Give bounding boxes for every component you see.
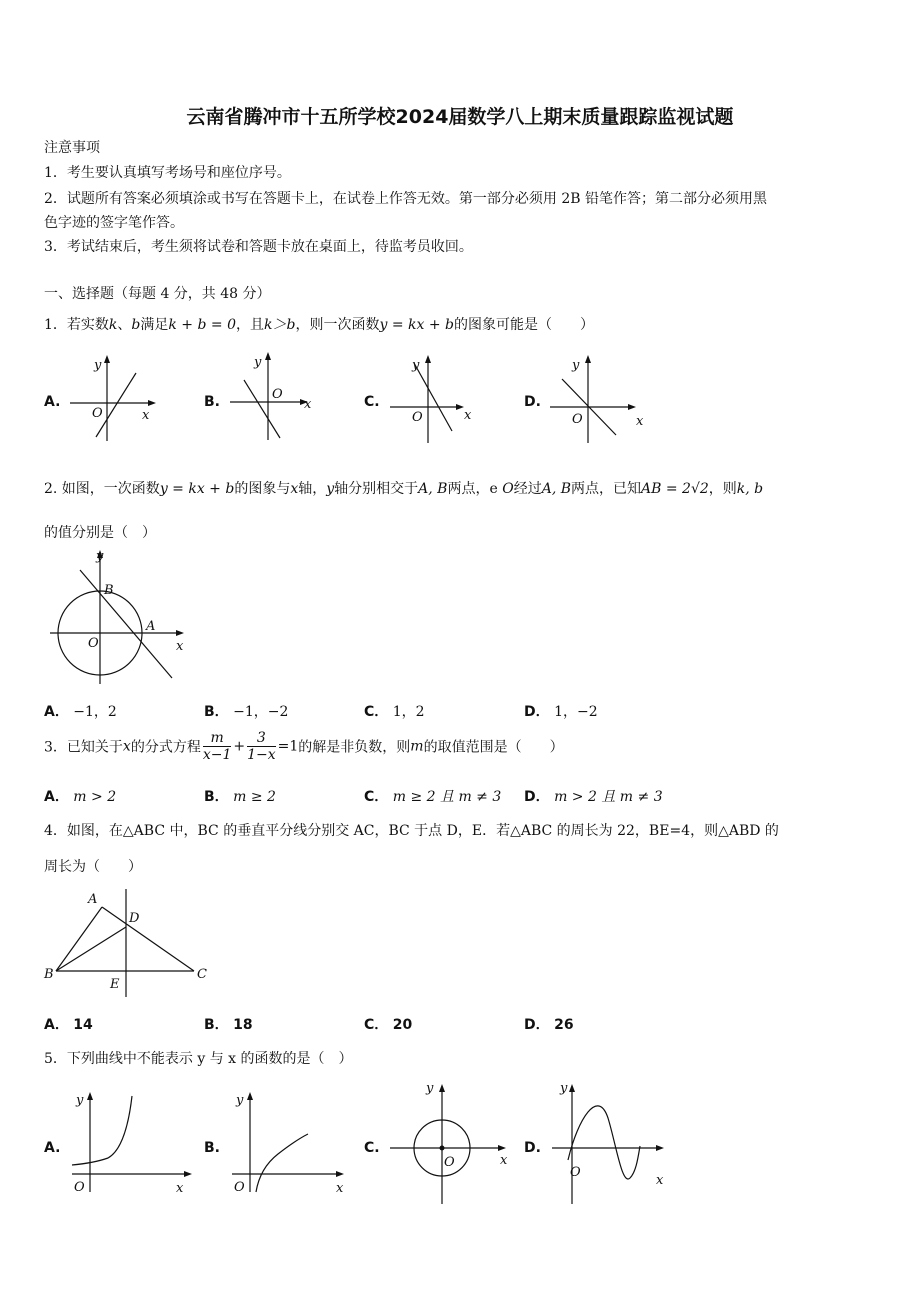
q2-option-a: A． −1，2 — [44, 704, 117, 720]
notice-item: 2．试题所有答案必须填涂或书写在答题卡上，在试卷上作答无效。第一部分必须用 2B 铅笔作答；第二部分必须用黑 — [44, 191, 767, 207]
axis-x-label: x — [304, 397, 312, 412]
question-1-text: 1．若实数k、b满足k + b = 0，且k＞b，则一次函数y = kx + b的图象可能是（ ） — [44, 317, 594, 333]
origin-label: O — [74, 1180, 85, 1195]
q4-option-d: D． 26 — [524, 1017, 574, 1033]
section-heading: 一、选择题（每题 4 分，共 48 分） — [44, 286, 271, 302]
question-2-text-cont: 的值分别是（ ） — [44, 525, 156, 541]
point-a-label: A — [146, 619, 156, 634]
q1-graph-c — [390, 355, 480, 445]
axis-y-label: y — [96, 549, 104, 564]
notice-item: 1．考生要认真填写考场号和座位序号。 — [44, 165, 291, 181]
q5-option-a-label: A. — [44, 1140, 61, 1156]
page-title: 云南省腾冲市十五所学校2024届数学八上期末质量跟踪监视试题 — [186, 106, 734, 128]
question-4-text: 4．如图，在△ABC 中，BC 的垂直平分线分别交 AC，BC 于点 D，E．若△ABC 的周长为 22，BE=4，则△ABD 的 — [44, 823, 779, 839]
q5-option-c-label: C. — [364, 1140, 380, 1156]
origin-label: O — [572, 412, 583, 427]
axis-x-label: x — [336, 1181, 344, 1196]
axis-x-label: x — [176, 1181, 184, 1196]
axis-x-label: x — [464, 408, 472, 423]
q5-graph-a — [68, 1088, 198, 1198]
point-b-label: B — [44, 967, 54, 982]
origin-label: O — [88, 636, 99, 651]
q1-graph-b — [230, 350, 320, 445]
question-4-text-cont: 周长为（ ） — [44, 859, 142, 875]
q4-option-a: A． 14 — [44, 1017, 93, 1033]
q4-option-b: B． 18 — [204, 1017, 253, 1033]
origin-label: O — [272, 387, 283, 402]
q1-option-b-label: B. — [204, 394, 220, 410]
q1-option-c-label: C. — [364, 394, 380, 410]
q1-option-a-label: A. — [44, 394, 61, 410]
q2-option-b: B． −1，−2 — [204, 704, 289, 720]
q2-option-d: D． 1，−2 — [524, 704, 598, 720]
axis-x-label: x — [500, 1153, 508, 1168]
q5-option-b-label: B. — [204, 1140, 220, 1156]
origin-label: O — [234, 1180, 245, 1195]
q5-graph-d — [548, 1078, 678, 1208]
q5-graph-b — [228, 1088, 358, 1198]
axis-y-label: y — [412, 358, 420, 373]
q1-graph-a — [70, 355, 160, 445]
notice-item: 3．考试结束后，考生须将试卷和答题卡放在桌面上，待监考员收回。 — [44, 239, 473, 255]
axis-y-label: y — [426, 1081, 434, 1096]
question-5-text: 5．下列曲线中不能表示 y 与 x 的函数的是（ ） — [44, 1051, 353, 1067]
question-3-text: 3．已知关于x的分式方程 $\frac{m}{x-1}$ + $\frac{3}{1-x}$ =1的解是非负数，则m的取值范围是（ ） — [44, 730, 564, 763]
q4-option-c: C． 20 — [364, 1017, 413, 1033]
axis-y-label: y — [254, 355, 262, 370]
q1-graph-d — [550, 355, 650, 445]
axis-x-label: x — [656, 1173, 664, 1188]
axis-x-label: x — [636, 414, 644, 429]
point-d-label: D — [129, 911, 140, 926]
q5-option-d-label: D. — [524, 1140, 541, 1156]
notice-item: 色字迹的签字笔作答。 — [44, 215, 184, 231]
q1-option-d-label: D. — [524, 394, 541, 410]
axis-y-label: y — [236, 1093, 244, 1108]
point-b-label: B — [104, 583, 114, 598]
axis-x-label: x — [142, 408, 150, 423]
axis-y-label: y — [572, 358, 580, 373]
q3-option-c: C． m ≥ 2 且 m ≠ 3 — [364, 789, 502, 805]
origin-label: O — [570, 1165, 581, 1180]
axis-y-label: y — [76, 1093, 84, 1108]
origin-label: O — [412, 410, 423, 425]
q5-graph-c — [386, 1078, 516, 1208]
point-a-label: A — [88, 892, 98, 907]
q3-option-b: B． m ≥ 2 — [204, 789, 276, 805]
notice-heading: 注意事项 — [44, 140, 100, 156]
point-e-label: E — [110, 977, 120, 992]
point-c-label: C — [197, 967, 207, 982]
q2-figure — [50, 548, 190, 688]
q3-option-a: A． m > 2 — [44, 789, 117, 805]
q4-figure — [42, 885, 212, 1003]
q3-option-d: D． m > 2 且 m ≠ 3 — [524, 789, 663, 805]
axis-x-label: x — [176, 639, 184, 654]
origin-label: O — [92, 406, 103, 421]
axis-y-label: y — [560, 1081, 568, 1096]
q2-option-c: C． 1，2 — [364, 704, 425, 720]
axis-y-label: y — [94, 358, 102, 373]
question-2-text: 2. 如图，一次函数y = kx + b的图象与x轴，y轴分别相交于A, B两点，e O经过A, B两点，已知AB = 2√2，则k, b — [44, 481, 764, 497]
origin-label: O — [444, 1155, 455, 1170]
